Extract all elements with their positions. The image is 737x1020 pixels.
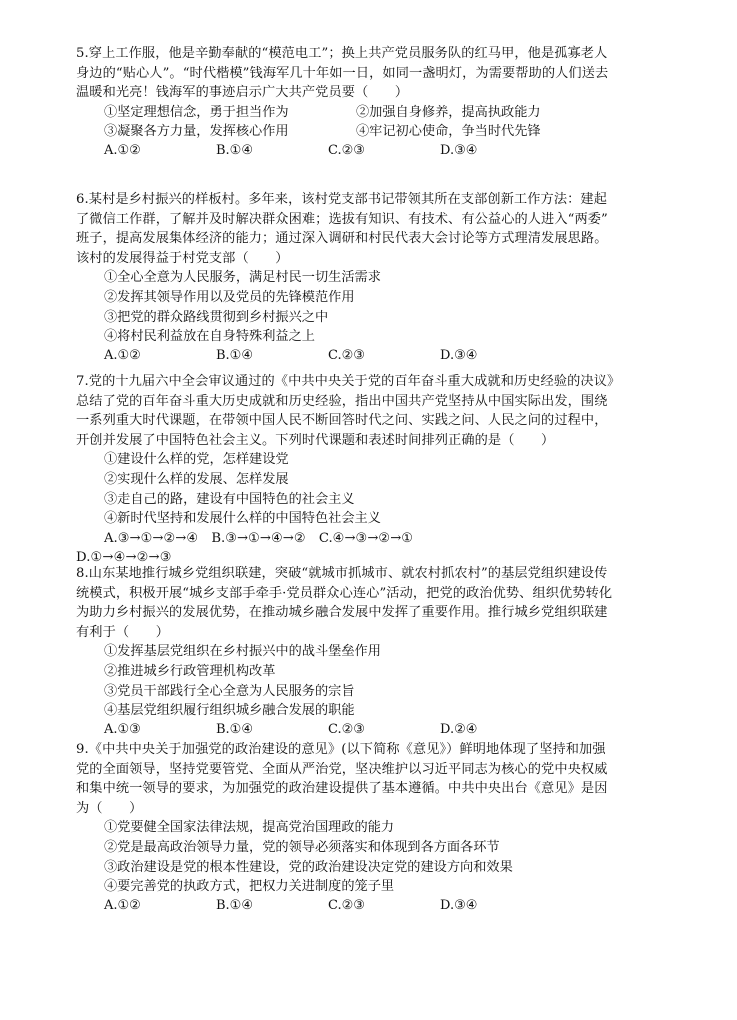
option-d: D.③④ — [440, 347, 478, 363]
question-stem-line: 党的全面领导，坚持党要管党、全面从严治党，坚决维护以习近平同志为核心的党中央权威 — [76, 761, 608, 777]
question-stem-line: 身边的“贴心人”。“时代楷模”钱海军几十年如一日，如同一盏明灯，为需要帮助的人们送去 — [76, 65, 609, 81]
choice-item: ②党是最高政治领导力量，党的领导必须落实和体现到各方面各环节 — [104, 839, 500, 855]
option-b: B.①④ — [216, 142, 253, 158]
answer-options-line: A.③→①→②→④ B.③→①→④→② C.④→③→②→① — [104, 530, 414, 546]
question-stem-line: 9.《中共中央关于加强党的政治建设的意见》(以下简称《意见》）鲜明地体现了坚持和加强 — [76, 742, 606, 757]
choice-item: ③政治建设是党的根本性建设，党的政治建设决定党的建设方向和效果 — [104, 859, 513, 875]
question-stem-line: 温暖和光亮！钱海军的事迹启示广大共产党员要（ ） — [76, 85, 409, 101]
option-d: D.③④ — [440, 897, 478, 913]
option-d: D.②④ — [440, 721, 478, 737]
question-stem-line: 一系列重大时代课题，在带领中国人民不断回答时代之问、实践之问、人民之问的过程中， — [76, 413, 608, 429]
choice-item: ④新时代坚持和发展什么样的中国特色社会主义 — [104, 511, 381, 527]
option-a: A.①② — [104, 897, 141, 913]
question-stem-line: 7.党的十九届六中全会审议通过的《中共中央关于党的百年奋斗重大成就和历史经验的决议》 — [76, 374, 621, 389]
question-stem-line: 有利于（ ） — [76, 624, 170, 640]
question-stem-line: 总结了党的百年奋斗重大历史成就和历史经验，指出中国共产党坚持从中国实际出发，围绕 — [76, 393, 608, 409]
option-d: D.③④ — [440, 142, 478, 158]
answer-options — [76, 142, 676, 160]
question-stem-line: 班子，提高发展集体经济的能力；通过深入调研和村民代表大会讨论等方式理清发展思路。 — [76, 231, 608, 247]
answer-options — [76, 347, 676, 365]
option-b: B.①④ — [216, 721, 253, 737]
option-c: C.②③ — [328, 721, 365, 737]
choice-item: ④牢记初心使命，争当时代先锋 — [356, 124, 541, 140]
option-b: B.①④ — [216, 347, 253, 363]
option-a: A.①② — [104, 142, 141, 158]
question-7 — [76, 372, 676, 568]
option-c: C.②③ — [328, 347, 365, 363]
question-stem-line: 为助力乡村振兴的发展优势，在推动城乡融合发展中发挥了重要作用。推行城乡党组织联建 — [76, 605, 608, 621]
choice-item: ③把党的群众路线贯彻到乡村振兴之中 — [104, 309, 329, 325]
choice-item: ①坚定理想信念，勇于担当作为 — [104, 104, 289, 120]
choice-item: ②加强自身修养，提高执政能力 — [356, 104, 541, 120]
choice-item: ③凝聚各方力量，发挥核心作用 — [104, 124, 289, 140]
choice-item: ④要完善党的执政方式，把权力关进制度的笼子里 — [104, 879, 395, 895]
choice-row — [76, 122, 676, 142]
choice-item: ③走自己的路，建设有中国特色的社会主义 — [104, 491, 355, 507]
question-stem-line: 和集中统一领导的要求，为加强党的政治建设提供了基本遵循。中共中央出台《意见》是因 — [76, 781, 608, 797]
choice-item: ①全心全意为人民服务，满足村民一切生活需求 — [104, 270, 381, 286]
choice-item: ①发挥基层党组织在乡村振兴中的战斗堡垒作用 — [104, 644, 381, 660]
question-5 — [76, 44, 676, 160]
choice-item: ②推进城乡行政管理机构改革 — [104, 663, 276, 679]
option-a: A.①② — [104, 347, 141, 363]
answer-options — [76, 897, 676, 915]
question-9 — [76, 740, 676, 915]
question-stem-line: 6.某村是乡村振兴的样板村。多年来，该村党支部书记带领其所在支部创新工作方法：建起 — [76, 192, 607, 207]
choice-item: ②发挥其领导作用以及党员的先锋模范作用 — [104, 289, 355, 305]
option-a: A.①③ — [104, 721, 141, 737]
question-stem-line: 该村的发展得益于村党支部（ ） — [76, 250, 289, 266]
choice-item: ④将村民利益放在自身特殊利益之上 — [104, 329, 315, 345]
question-stem-line: 5.穿上工作服，他是辛勤奉献的“模范电工”；换上共产党员服务队的红马甲，他是孤寡老人 — [76, 46, 608, 61]
choice-item: ④基层党组织履行组织城乡融合发展的职能 — [104, 703, 355, 719]
choice-item: ①党要健全国家法律法规，提高党治国理政的能力 — [104, 820, 395, 836]
option-c: C.②③ — [328, 142, 365, 158]
choice-row — [76, 103, 676, 123]
question-8 — [76, 564, 676, 739]
answer-options — [76, 721, 676, 739]
question-stem-line: 了微信工作群，了解并及时解决群众困难；选拔有知识、有技术、有公益心的人进入“两委” — [76, 211, 608, 227]
choice-item: ①建设什么样的党，怎样建设党 — [104, 452, 289, 468]
question-stem-line: 开创并发展了中国特色社会主义。下列时代课题和表述时间排列正确的是（ ） — [76, 432, 555, 448]
choice-item: ③党员干部践行全心全意为人民服务的宗旨 — [104, 683, 355, 699]
question-stem-line: 统模式，积极开展“城乡支部手牵手·党员群众心连心”活动，把党的政治优势、组织优势转化 — [76, 585, 613, 601]
question-stem-line: 8.山东某地推行城乡党组织联建，突破“就城市抓城市、就农村抓农村”的基层党组织建设传 — [76, 566, 608, 581]
question-6 — [76, 190, 676, 365]
answer-options-line: D.①→④→②→③ — [76, 550, 172, 566]
option-c: C.②③ — [328, 897, 365, 913]
option-b: B.①④ — [216, 897, 253, 913]
choice-item: ②实现什么样的发展、怎样发展 — [104, 471, 289, 487]
question-stem-line: 为（ ） — [76, 800, 143, 816]
